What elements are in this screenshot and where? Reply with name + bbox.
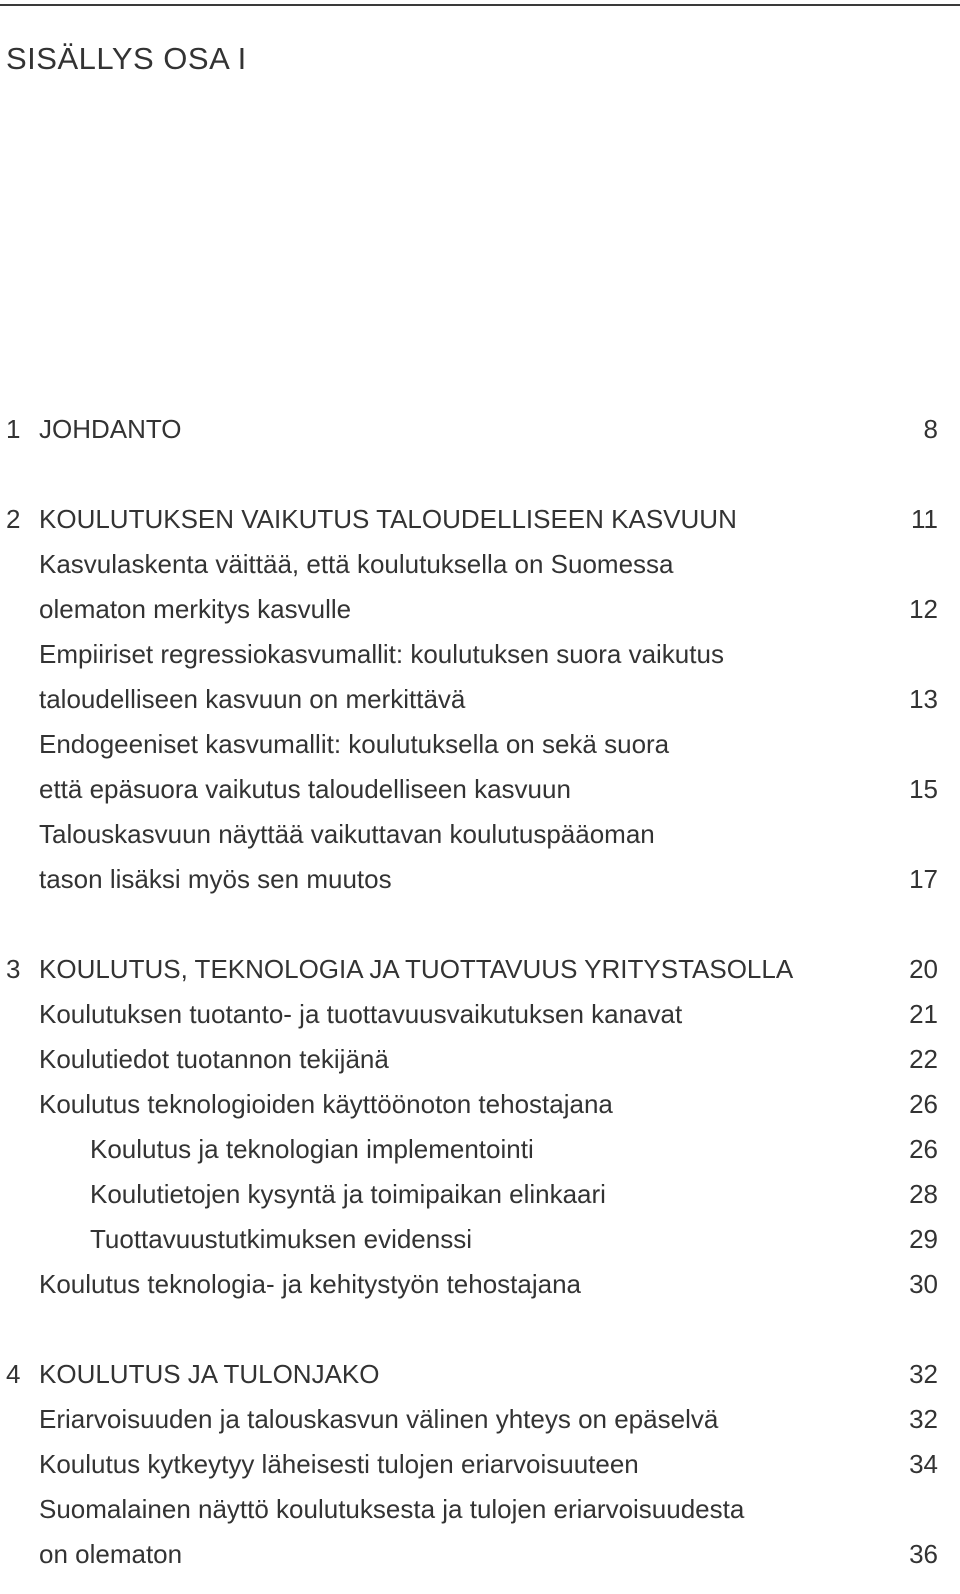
page-number: 32 [909, 1359, 938, 1389]
entry-text: Tuottavuustutkimuksen evidenssi [90, 1224, 473, 1254]
page-number: 32 [909, 1404, 938, 1434]
toc-entry[interactable] [0, 546, 960, 582]
toc-entry[interactable] [0, 591, 960, 627]
section-number: 2 [6, 504, 21, 534]
top-rule [0, 4, 960, 6]
page-number: 13 [909, 684, 938, 714]
toc-section-heading[interactable] [0, 1356, 960, 1392]
entry-text: Koulutuksen tuotanto- ja tuottavuusvaikutuksen kanavat [39, 999, 683, 1029]
toc-entry[interactable] [0, 726, 960, 762]
entry-text: Empiiriset regressiokasvumallit: koulutuksen suora vaikutus [39, 639, 724, 669]
entry-text: Suomalainen näyttö koulutuksesta ja tulojen eriarvoisuudesta [39, 1494, 745, 1524]
entry-text: Eriarvoisuuden ja talouskasvun välinen yhteys on epäselvä [39, 1404, 719, 1434]
page-number: 12 [909, 594, 938, 624]
page-number: 26 [909, 1089, 938, 1119]
page-number: 26 [909, 1134, 938, 1164]
page-number: 11 [911, 504, 938, 534]
entry-text: Koulutiedot tuotannon tekijänä [39, 1044, 389, 1074]
toc-entry[interactable] [0, 636, 960, 672]
section-heading: KOULUTUS JA TULONJAKO [39, 1359, 380, 1389]
page-number: 30 [909, 1269, 938, 1299]
toc-entry[interactable] [0, 771, 960, 807]
toc-entry[interactable] [0, 1446, 960, 1482]
page-number: 36 [909, 1539, 938, 1569]
entry-text: Koulutietojen kysyntä ja toimipaikan elinkaari [90, 1179, 606, 1209]
entry-text: Koulutus teknologioiden käyttöönoton tehostajana [39, 1089, 613, 1119]
toc-entry[interactable] [0, 996, 960, 1032]
page-title: SISÄLLYS OSA I [6, 41, 247, 76]
page-number: 8 [923, 414, 938, 444]
toc-entry[interactable] [0, 861, 960, 897]
section-number: 4 [6, 1359, 21, 1389]
page-number: 21 [909, 999, 938, 1029]
page-number: 22 [909, 1044, 938, 1074]
entry-text: olematon merkitys kasvulle [39, 594, 352, 624]
toc-entry[interactable] [0, 816, 960, 852]
section-heading: JOHDANTO [39, 414, 182, 444]
entry-text: Koulutus ja teknologian implementointi [90, 1134, 534, 1164]
toc-entry[interactable] [0, 1536, 960, 1572]
toc-entry[interactable] [0, 1086, 960, 1122]
toc-entry[interactable] [0, 1041, 960, 1077]
page-number: 17 [909, 864, 938, 894]
toc-entry[interactable] [0, 1266, 960, 1302]
entry-text: Talouskasvuun näyttää vaikuttavan koulutuspääoman [39, 819, 655, 849]
entry-text: on olematon [39, 1539, 183, 1569]
entry-text: taloudelliseen kasvuun on merkittävä [39, 684, 466, 714]
toc-subentry[interactable] [0, 1176, 960, 1212]
page-number: 28 [909, 1179, 938, 1209]
entry-text: tason lisäksi myös sen muutos [39, 864, 392, 894]
section-heading: KOULUTUKSEN VAIKUTUS TALOUDELLISEEN KASVUUN [39, 504, 737, 534]
section-number: 3 [6, 954, 21, 984]
toc-section-heading[interactable] [0, 411, 960, 447]
entry-text: Koulutus teknologia- ja kehitystyön tehostajana [39, 1269, 582, 1299]
toc-subentry[interactable] [0, 1131, 960, 1167]
section-number: 1 [6, 414, 21, 444]
page-number: 34 [909, 1449, 938, 1479]
toc-section-heading[interactable] [0, 951, 960, 987]
toc-section-heading[interactable] [0, 501, 960, 537]
toc-entry[interactable] [0, 1401, 960, 1437]
entry-text: Endogeeniset kasvumallit: koulutuksella on sekä suora [39, 729, 670, 759]
toc-entry[interactable] [0, 1491, 960, 1527]
entry-text: että epäsuora vaikutus taloudelliseen kasvuun [39, 774, 571, 804]
toc-subentry[interactable] [0, 1221, 960, 1257]
entry-text: Kasvulaskenta väittää, että koulutuksella on Suomessa [39, 549, 674, 579]
toc-entry[interactable] [0, 681, 960, 717]
page-number: 15 [909, 774, 938, 804]
page-number: 29 [909, 1224, 938, 1254]
entry-text: Koulutus kytkeytyy läheisesti tulojen eriarvoisuuteen [39, 1449, 639, 1479]
page-number: 20 [909, 954, 938, 984]
section-heading: KOULUTUS, TEKNOLOGIA JA TUOTTAVUUS YRITYSTASOLLA [39, 954, 794, 984]
